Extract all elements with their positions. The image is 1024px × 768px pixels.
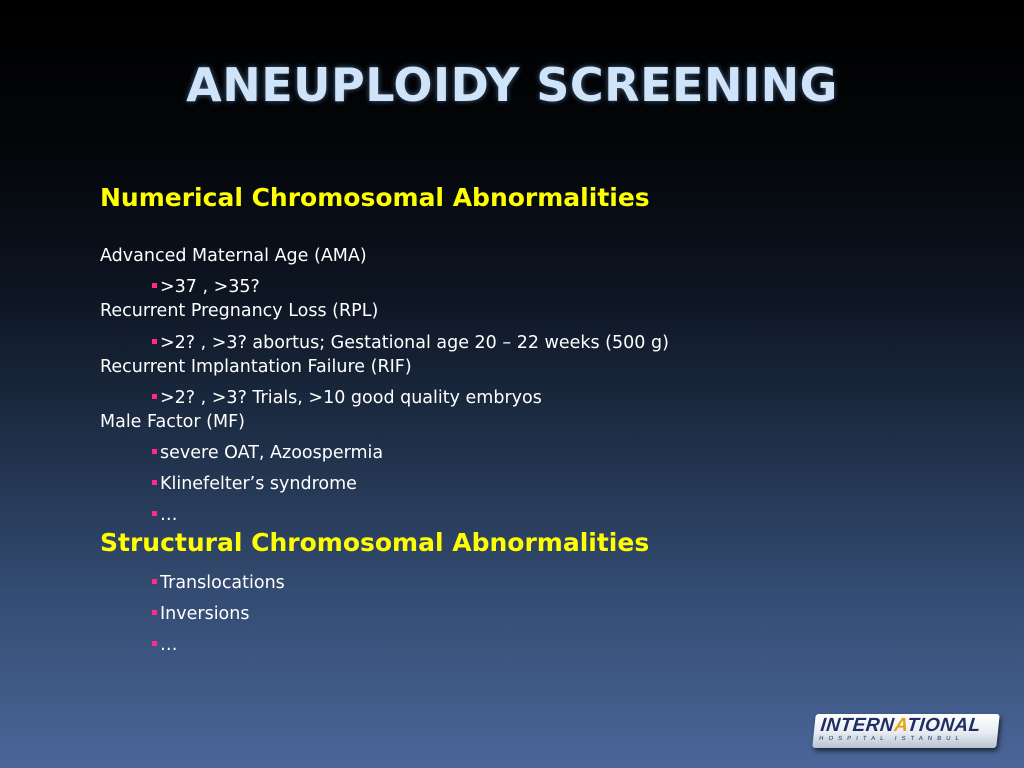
bullet-marker-icon bbox=[152, 641, 157, 646]
bullet-text: >2? , >3? Trials, >10 good quality embryos bbox=[160, 388, 542, 408]
bullet-marker-icon bbox=[152, 511, 157, 516]
bullet-text: Translocations bbox=[160, 573, 285, 593]
item-label-rif: Recurrent Implantation Failure (RIF) bbox=[100, 357, 412, 377]
bullet-text: >2? , >3? abortus; Gestational age 20 – 22 weeks (500 g) bbox=[160, 333, 669, 353]
item-label-ama: Advanced Maternal Age (AMA) bbox=[100, 246, 367, 266]
item-label-mf: Male Factor (MF) bbox=[100, 412, 245, 432]
bullet-mf-oat bbox=[152, 443, 383, 463]
bullet-text: Klinefelter’s syndrome bbox=[160, 474, 357, 494]
slide-title: ANEUPLOIDY SCREENING bbox=[186, 58, 838, 112]
logo-text-part1: INTERN bbox=[819, 715, 896, 736]
bullet-structural-ellipsis bbox=[152, 635, 178, 655]
bullet-mf-ellipsis bbox=[152, 505, 178, 525]
international-hospital-logo bbox=[812, 714, 1000, 748]
bullet-mf-klinefelter bbox=[152, 474, 357, 494]
logo-text-accent: A bbox=[893, 715, 909, 736]
bullet-text: … bbox=[160, 505, 178, 525]
bullet-marker-icon bbox=[152, 283, 157, 288]
logo-text-part2: TIONAL bbox=[906, 715, 982, 736]
bullet-marker-icon bbox=[152, 449, 157, 454]
bullet-text: severe OAT, Azoospermia bbox=[160, 443, 384, 463]
bullet-marker-icon bbox=[152, 579, 157, 584]
bullet-text: … bbox=[160, 635, 178, 655]
bullet-marker-icon bbox=[152, 339, 157, 344]
bullet-rif bbox=[152, 388, 542, 408]
bullet-rpl bbox=[152, 333, 669, 353]
logo-wordmark bbox=[819, 715, 982, 737]
section-heading-structural: Structural Chromosomal Abnormalities bbox=[100, 528, 650, 557]
bullet-inversions bbox=[152, 604, 249, 624]
bullet-marker-icon bbox=[152, 610, 157, 615]
bullet-translocations bbox=[152, 573, 285, 593]
bullet-ama bbox=[152, 277, 260, 297]
item-label-rpl: Recurrent Pregnancy Loss (RPL) bbox=[100, 301, 379, 321]
bullet-text: Inversions bbox=[160, 604, 250, 624]
bullet-text: >37 , >35? bbox=[160, 277, 260, 297]
bullet-marker-icon bbox=[152, 480, 157, 485]
bullet-marker-icon bbox=[152, 394, 157, 399]
section-heading-numerical: Numerical Chromosomal Abnormalities bbox=[100, 183, 650, 212]
logo-subtitle: HOSPITAL ISTANBUL bbox=[818, 736, 965, 742]
